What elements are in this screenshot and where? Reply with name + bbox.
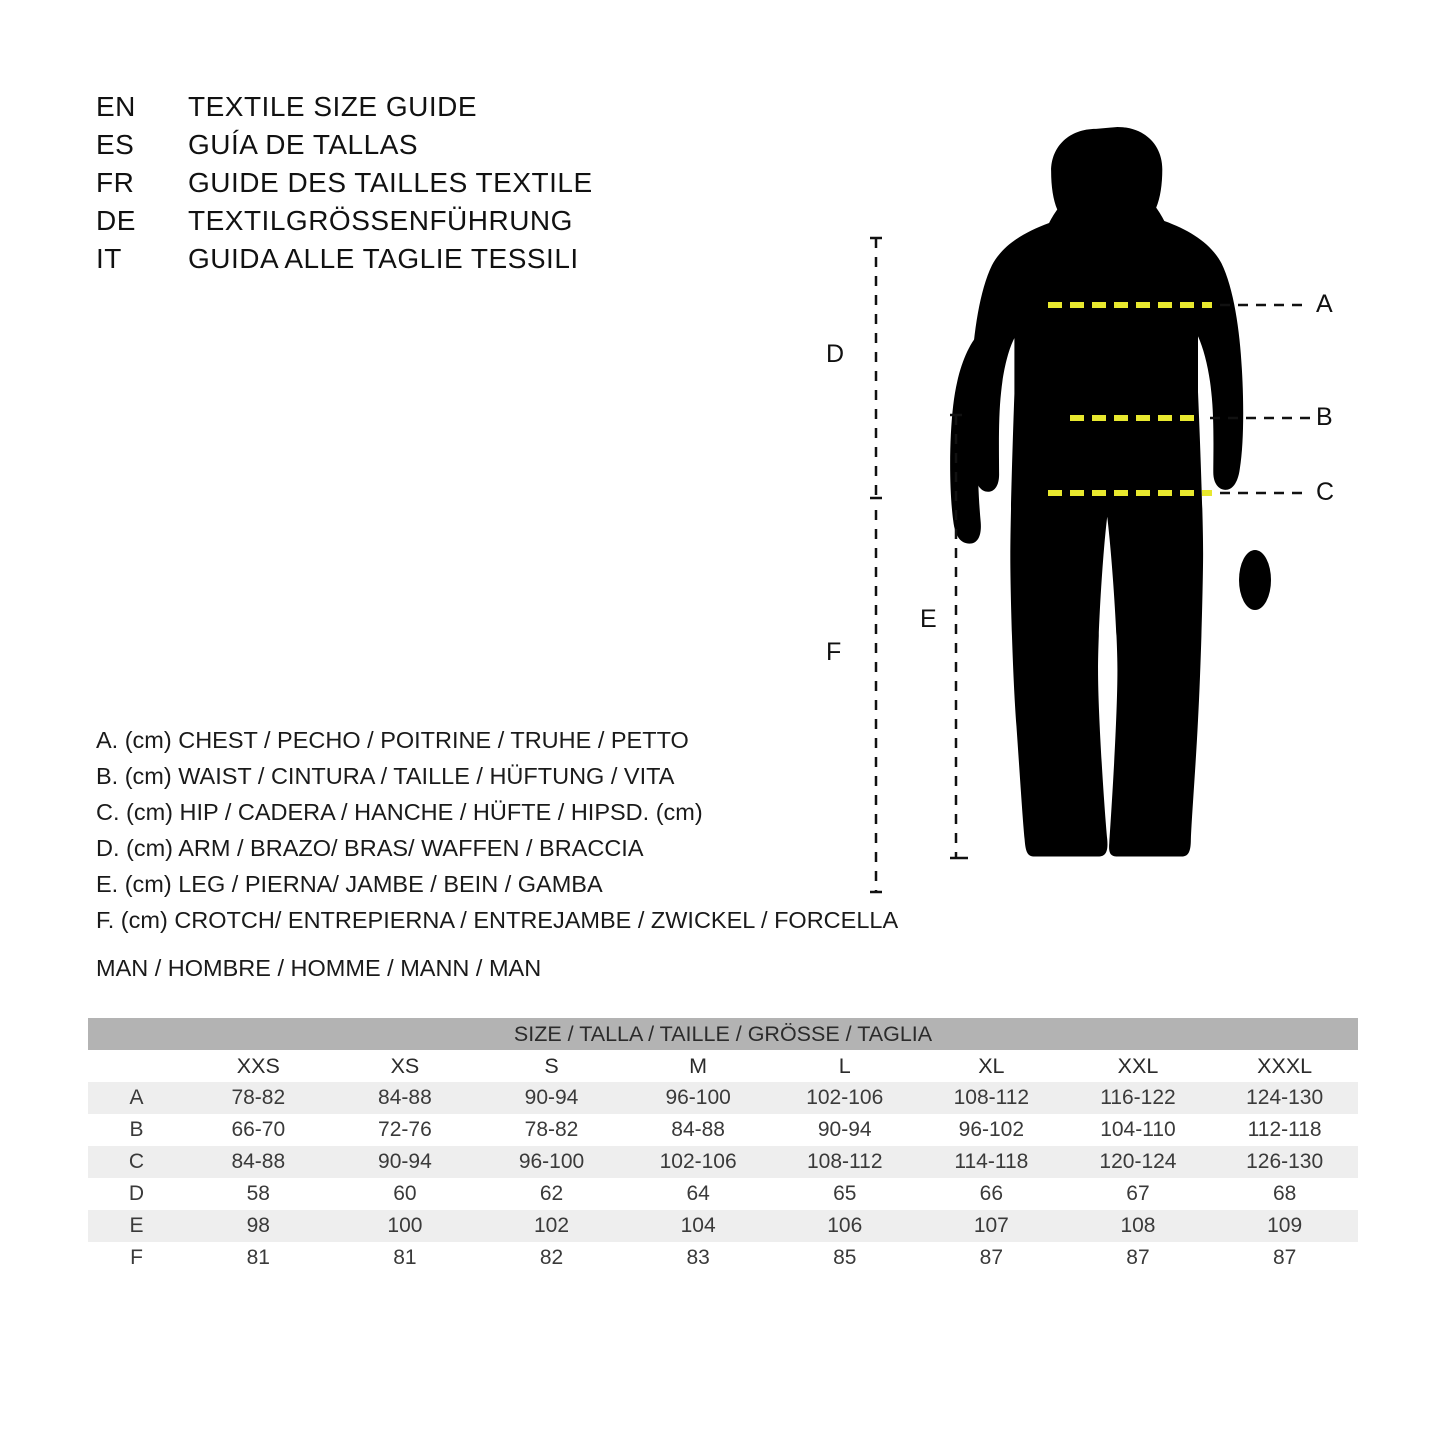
title-row-it (96, 240, 736, 278)
size-table-wrapper (88, 1018, 1358, 1274)
cell-e-xxxl: 109 (1211, 1210, 1358, 1242)
title-text-de: TEXTILGRÖSSENFÜHRUNG (188, 205, 573, 236)
cell-b-xxxl: 112-118 (1211, 1114, 1358, 1146)
cell-b-l: 90-94 (771, 1114, 918, 1146)
measurement-guides (820, 60, 1380, 940)
cell-b-s: 78-82 (478, 1114, 625, 1146)
cell-e-xs: 100 (332, 1210, 479, 1242)
cell-a-xs: 84-88 (332, 1082, 479, 1114)
cell-d-l: 65 (771, 1178, 918, 1210)
marker-d: D (826, 340, 845, 368)
cell-a-xl: 108-112 (918, 1082, 1065, 1114)
title-text-it: GUIDA ALLE TAGLIE TESSILI (188, 243, 579, 274)
size-table (88, 1018, 1358, 1274)
cell-b-m: 84-88 (625, 1114, 772, 1146)
cell-f-xxs: 81 (185, 1242, 332, 1274)
marker-b: B (1316, 403, 1333, 431)
row-label-f: F (88, 1242, 185, 1274)
cell-b-xxl: 104-110 (1065, 1114, 1212, 1146)
legend-item-c: C. (cm) HIP / CADERA / HANCHE / HÜFTE / HIPSD. (cm) (96, 799, 703, 825)
cell-b-xl: 96-102 (918, 1114, 1065, 1146)
table-row (88, 1114, 1358, 1146)
cell-a-xxl: 116-122 (1065, 1082, 1212, 1114)
cell-b-xxs: 66-70 (185, 1114, 332, 1146)
cell-f-xxl: 87 (1065, 1242, 1212, 1274)
cell-c-xxxl: 126-130 (1211, 1146, 1358, 1178)
header-size-m: M (625, 1050, 772, 1082)
cell-c-xxs: 84-88 (185, 1146, 332, 1178)
legend-item-d: D. (cm) ARM / BRAZO/ BRAS/ WAFFEN / BRACCIA (96, 835, 644, 861)
cell-c-xl: 114-118 (918, 1146, 1065, 1178)
table-band-row (88, 1018, 1358, 1050)
cell-f-s: 82 (478, 1242, 625, 1274)
row-label-c: C (88, 1146, 185, 1178)
legend-block (96, 722, 899, 938)
header-size-xxs: XXS (185, 1050, 332, 1082)
title-text-en: TEXTILE SIZE GUIDE (188, 91, 478, 122)
row-label-b: B (88, 1114, 185, 1146)
title-text-es: GUÍA DE TALLAS (188, 129, 419, 160)
cell-a-m: 96-100 (625, 1082, 772, 1114)
cell-a-xxxl: 124-130 (1211, 1082, 1358, 1114)
cell-e-l: 106 (771, 1210, 918, 1242)
title-row-de (96, 202, 736, 240)
cell-f-l: 85 (771, 1242, 918, 1274)
marker-c: C (1316, 478, 1335, 506)
header-size-l: L (771, 1050, 918, 1082)
cell-a-xxs: 78-82 (185, 1082, 332, 1114)
cell-c-l: 108-112 (771, 1146, 918, 1178)
title-row-fr (96, 164, 736, 202)
title-lang-es: ES (96, 129, 135, 160)
table-row (88, 1210, 1358, 1242)
row-label-a: A (88, 1082, 185, 1114)
table-row (88, 1082, 1358, 1114)
cell-f-xs: 81 (332, 1242, 479, 1274)
marker-f: F (826, 638, 842, 666)
title-text-fr: GUIDE DES TAILLES TEXTILE (188, 167, 593, 198)
marker-a: A (1316, 290, 1333, 318)
title-lang-de: DE (96, 205, 136, 236)
title-row-en (96, 88, 736, 126)
cell-d-xxs: 58 (185, 1178, 332, 1210)
title-row-es (96, 126, 736, 164)
cell-b-xs: 72-76 (332, 1114, 479, 1146)
cell-d-xxl: 67 (1065, 1178, 1212, 1210)
gender-label: MAN / HOMBRE / HOMME / MANN / MAN (96, 955, 542, 981)
cell-d-xs: 60 (332, 1178, 479, 1210)
header-corner (88, 1050, 185, 1082)
cell-d-xxxl: 68 (1211, 1178, 1358, 1210)
cell-e-xl: 107 (918, 1210, 1065, 1242)
row-label-e: E (88, 1210, 185, 1242)
cell-e-m: 104 (625, 1210, 772, 1242)
cell-e-xxl: 108 (1065, 1210, 1212, 1242)
cell-e-xxs: 98 (185, 1210, 332, 1242)
cell-a-l: 102-106 (771, 1082, 918, 1114)
header-size-xs: XS (332, 1050, 479, 1082)
figure-diagram (820, 60, 1380, 940)
title-lang-it: IT (96, 243, 122, 274)
cell-f-xxxl: 87 (1211, 1242, 1358, 1274)
header-size-s: S (478, 1050, 625, 1082)
header-size-xl: XL (918, 1050, 1065, 1082)
legend-item-f: F. (cm) CROTCH/ ENTREPIERNA / ENTREJAMBE / ZWICKEL / FORCELLA (96, 907, 899, 933)
table-row (88, 1242, 1358, 1274)
header-size-xxl: XXL (1065, 1050, 1212, 1082)
legend-item-b: B. (cm) WAIST / CINTURA / TAILLE / HÜFTUNG / VITA (96, 763, 675, 789)
cell-c-xs: 90-94 (332, 1146, 479, 1178)
cell-f-m: 83 (625, 1242, 772, 1274)
marker-e: E (920, 605, 937, 633)
title-lang-en: EN (96, 91, 136, 122)
cell-f-xl: 87 (918, 1242, 1065, 1274)
table-header-row (88, 1050, 1358, 1082)
cell-d-xl: 66 (918, 1178, 1065, 1210)
title-lang-fr: FR (96, 167, 135, 198)
cell-c-s: 96-100 (478, 1146, 625, 1178)
cell-a-s: 90-94 (478, 1082, 625, 1114)
cell-d-s: 62 (478, 1178, 625, 1210)
cell-c-xxl: 120-124 (1065, 1146, 1212, 1178)
title-block (96, 88, 736, 278)
header-size-xxxl: XXXL (1211, 1050, 1358, 1082)
cell-c-m: 102-106 (625, 1146, 772, 1178)
legend-item-e: E. (cm) LEG / PIERNA/ JAMBE / BEIN / GAMBA (96, 871, 603, 897)
table-row (88, 1146, 1358, 1178)
table-row (88, 1178, 1358, 1210)
legend-item-a: A. (cm) CHEST / PECHO / POITRINE / TRUHE / PETTO (96, 727, 689, 753)
cell-e-s: 102 (478, 1210, 625, 1242)
cell-d-m: 64 (625, 1178, 772, 1210)
row-label-d: D (88, 1178, 185, 1210)
table-band-label: SIZE / TALLA / TAILLE / GRÖSSE / TAGLIA (88, 1018, 1358, 1050)
